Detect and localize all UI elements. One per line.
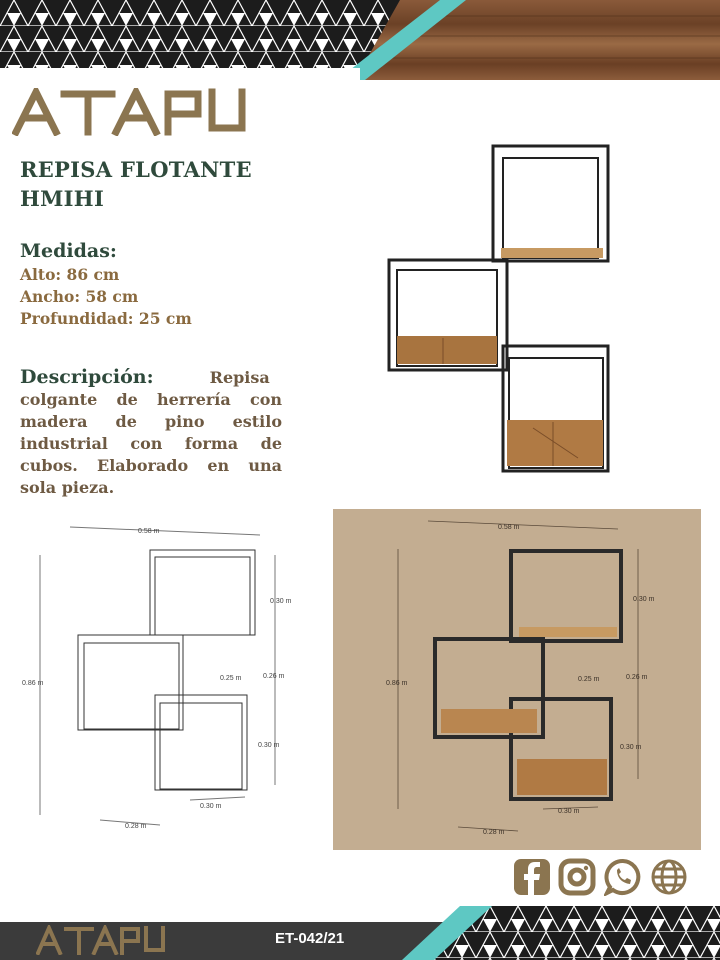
dim-width-total: 0.58 m <box>138 528 160 535</box>
dim-mid: 0.26 m <box>263 673 285 680</box>
measure-profundidad: Profundidad: 25 cm <box>20 309 192 328</box>
product-title-line1: REPISA FLOTANTE <box>20 157 252 182</box>
render-dim-bottom-cube: 0.30 m <box>620 744 642 751</box>
product-title <box>20 155 320 213</box>
facebook-icon[interactable] <box>513 858 551 896</box>
render-dim-left-offset: 0.28 m <box>483 829 505 836</box>
brand-logo <box>12 88 252 136</box>
dim-left-offset: 0.28 m <box>125 823 147 830</box>
measure-ancho: Ancho: 58 cm <box>20 287 139 306</box>
whatsapp-icon[interactable] <box>604 858 642 896</box>
footer-logo <box>36 925 168 955</box>
description <box>20 366 282 499</box>
description-heading: Descripción: <box>20 366 154 388</box>
render-dim-top-cube: 0.30 m <box>633 596 655 603</box>
globe-icon[interactable] <box>650 858 688 896</box>
description-text: Repisa colgante de herrería con madera de pino estilo industrial con forma de cubos. Elaborado en una sola pieza. <box>20 368 282 497</box>
dim-top-cube: 0.30 m <box>270 598 292 605</box>
render-dim-width-total: 0.58 m <box>498 524 520 531</box>
render-diagram <box>333 509 701 850</box>
product-photo <box>383 138 618 478</box>
dim-bottom-cube: 0.30 m <box>258 742 280 749</box>
measures-heading: Medidas: <box>20 240 117 262</box>
header-banner <box>0 0 720 80</box>
dim-bottom-width: 0.30 m <box>200 803 222 810</box>
dim-height-total: 0.86 m <box>22 680 44 687</box>
product-code: ET-042/21 <box>275 930 345 947</box>
render-dim-bottom-width: 0.30 m <box>558 808 580 815</box>
instagram-icon[interactable] <box>558 858 596 896</box>
render-dim-height-total: 0.86 m <box>386 680 408 687</box>
dim-depth: 0.25 m <box>220 675 242 682</box>
render-dim-mid: 0.26 m <box>626 674 648 681</box>
dimension-diagram <box>20 515 320 845</box>
render-dim-depth: 0.25 m <box>578 676 600 683</box>
product-title-line2: HMIHI <box>20 186 105 211</box>
measure-alto: Alto: 86 cm <box>20 265 120 284</box>
